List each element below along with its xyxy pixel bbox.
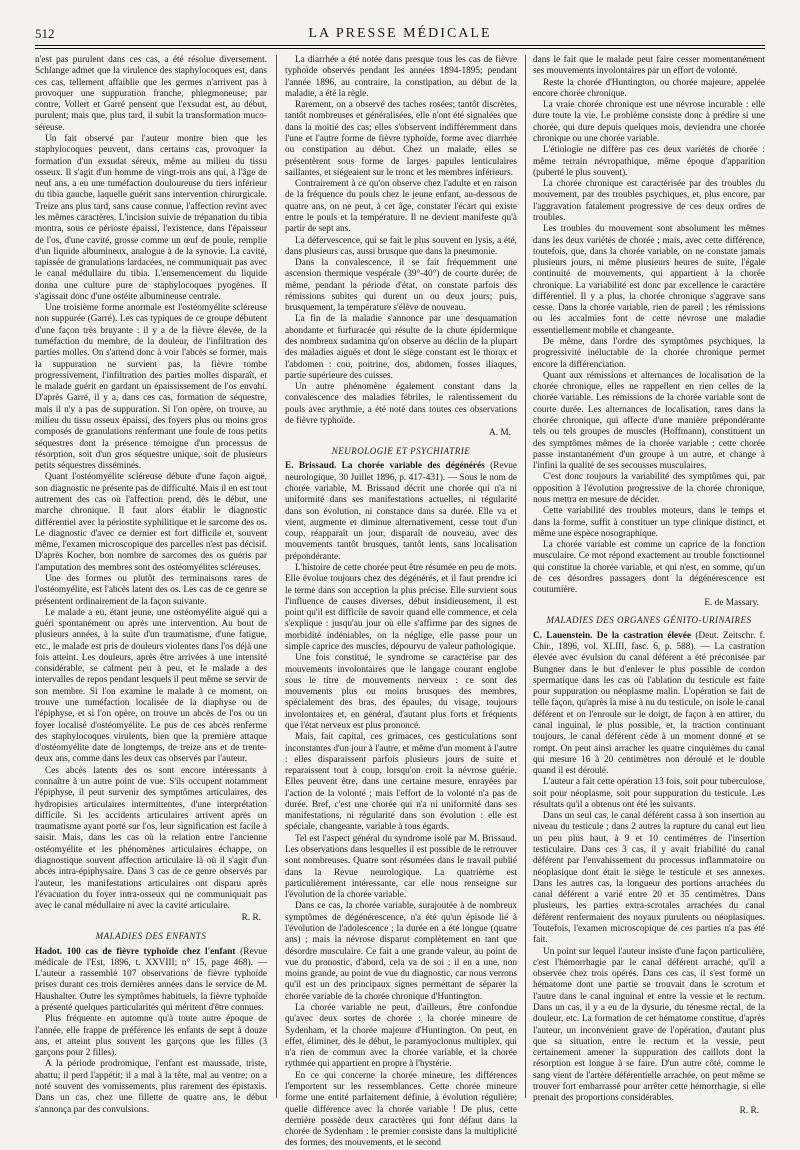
paragraph: La diarrhée a été notée dans presque tous les cas de fièvre typhoïde observés pendant les années 1894-1895; pendant l'année 1896, au contraire, la constipation, au début de la maladie, a été la règle.	[285, 55, 517, 99]
header-rule-thin	[35, 48, 765, 49]
paragraph: La chorée chronique est caractérisée par des troubles du mouvement, par des troubles psychiques, et, plus encore, par l'aggravation fatalement progressive de ces deux ordres de troubles.	[533, 179, 765, 223]
paragraph: Contrairement à ce qu'on observe chez l'adulte et en raison de la fréquence du pouls chez le jeune enfant, au-dessous de quatre ans, on ne peut, à cet âge, constater l'écart qui existe entre le pouls et la température. Il ne devient manifeste qu'à partir de sept ans.	[285, 179, 517, 235]
signature: R. R.	[241, 913, 261, 924]
article-intro	[533, 631, 765, 778]
section-heading: MALADIES DES ENFANTS	[95, 930, 207, 941]
journal-title: LA PRESSE MÉDICALE	[308, 26, 492, 41]
paragraph: Rarement, on a observé des taches rosées; tantôt discrètes, tantôt nombreuses et généralisées, elle n'ont été signalées que dans la moitié des cas; elles s'observent indifféremment dans l'une et l'autre forme de fièvre typhoïde, forme avec diarrhée ou constipation au début. Chez un malade, elles se présentèrent sous forme de larges papules lenticulaires saillantes, et siégeaient sur le tronc et les membres inférieurs.	[285, 100, 517, 178]
paragraph: C'est donc toujours la variabilité des symptômes qui, par opposition à l'évolution progressive de la chorée chronique, nous mettra en mesure de décider.	[533, 472, 765, 505]
paragraph: Le malade a eu, étant jeune, une ostéomyélite aiguë qui a guéri spontanément ou après une intervention. Au bout de plusieurs années, à la suite d'un traumatisme, d'une fatigue, etc., le malade est pris de douleurs violentes dans l'os déjà une fois atteint. Les douleurs, après être arrivées à une intensité considérable, se calment peu à peu, et le malade a des intervalles de repos pendant lesquels il peut même se servir de son membre. Si l'on examine le malade à ce moment, on trouve une tuméfaction localisée de la diaphyse ou de l'épiphyse, et si l'on opère, on trouve un abcès de l'os ou un foyer localisé d'ostéomyélite. Le pus de ces abcès renferme des staphylocoques virulents, bien que la première attaque d'ostéomyélite date de longtemps, de treize ans et de trente-deux ans, comme dans les deux cas observés par l'auteur.	[35, 607, 267, 765]
paragraph: De même, dans l'ordre des symptômes psychiques, la progressivité inéluctable de la chorée chronique permet encore la différenciation.	[533, 337, 765, 370]
paragraph: Une des formes ou plutôt des terminaisons rares de l'ostéomyélite, est l'abcès latent des os. Les cas de ce genre se présentent ordinairement de la façon suivante.	[35, 573, 267, 607]
article-citation: (Revue médicale de l'Est, 1896, t. XXVIII; n° 15, page 468). — L'auteur a rassemblé 107 observations de fièvre typhoïde prises durant ces trois dernières années dans le service de M. Haushalter. Outre les symptômes habituels, la fièvre typhoïde a présenté quelques particularités qui méritent d'être connues.	[35, 946, 267, 1013]
page-number: 512	[35, 26, 55, 41]
paragraph: dans le fait que le malade peut faire cesser momentanément ses mouvements involontaires par un effort de volonté.	[533, 55, 765, 77]
column-middle	[285, 55, 517, 1149]
paragraph: Dans ce cas, la chorée variable, surajoutée à de nombreux symptômes de dégénérescence, n'a été qu'un épisode lié à l'évolution de l'adolescence ; la durée en a été longue (quatre ans) ; mais la névrose disparut complètement en tant que désordre musculaire. Ce fait a une grande valeur, au point de vue du pronostic, d'abord, cela va de soi ; il en a une, non moins grande, au point de vue du diagnostic, car nous verrons qu'il est un des principaux signes permettant de séparer la chorée variable de la chorée chronique d'Huntington.	[285, 901, 517, 1002]
paragraph: Quant l'ostéomyélite scléreuse débute d'une façon aiguë, son diagnostic ne présente pas de difficulté. Mais il en est tout autrement des cas où l'affection prend, dès le début, une marche chronique. Il faut alors établir le diagnostic différentiel avec la périostite syphilitique et le sarcome des os. Le diagnostic d'avec ce dernier est fort difficile et, souvent même, l'examen microscopique des parcelles n'est pas décisif. D'après Kocher, bon nombre de sarcomes des os guéris par l'amputation des membres sont des ostéomyélites scléreuses.	[35, 472, 267, 573]
paragraph: Mais, fait capital, ces grimaces, ces gesticulations sont inconstantes d'un jour à l'autre, et même d'un moment à l'autre : elles disparaissent parfois plusieurs jours de suite et reparaissent tout à coup, lorsqu'on croit la névrose guérie. Elles peuvent être, dans une certaine mesure, enrayées par l'action de la volonté ; mais l'effort de la volonté n'a pas de durée. Bref, c'est une chorée qui n'a ni uniformité dans ses manifestations, ni régularité dans son évolution : elle est spéciale, changeante, variable à tous égards.	[285, 732, 517, 833]
paragraph: Les troubles du mouvement sont absolument les mêmes dans les deux variétés de chorée ; mais, avec cette différence, toutefois, que, dans la chorée variable, on ne constate jamais plusieurs jours, ni même plusieurs heures de suite, l'égale continuité de mouvements, qui appartient à la chorée chronique. La variabilité est donc par excellence le caractère différentiel. Il y a plus, la chorée chronique s'aggrave sans cesse. Dans la chorée variable, rien de pareil ; les rémissions ou les accalmies font de cette névrose une maladie essentiellement mobile et changeante.	[533, 224, 765, 336]
article-title: 100 cas de fièvre typhoïde chez l'enfant	[66, 946, 236, 957]
column-left	[35, 55, 267, 1115]
header-rule	[35, 45, 765, 46]
article-intro	[35, 947, 267, 1015]
paragraph: Dans un seul cas, le canal déférent cassa à son insertion au niveau du testicule ; dans 2 autres la rupture du canal eut lieu un peu plus haut, à 9 et 10 centimètres de l'insertion testiculaire. Dans ces 3 cas, il y avait friabilité du canal déférent par l'envahissement du processus inflammatoire ou néoplasique dont était le siège le testicule et ses annexes. Dans les autres cas, la longueur des portions arrachées du canal déférent a varié entre 20 et 35 centimètres. Dans plusieurs, les parties extra-scrotales arrachées du canal déférent renfermaient des noyaux purulents ou néoplasiques. Toutefois, l'examen microscopique de ces parties n'a pas été fait.	[533, 811, 765, 946]
paragraph: Un point sur lequel l'auteur insiste d'une façon particulière, c'est l'hémorrhagie par le canal déférent arraché, qu'il a observée chez trois opérés. Dans ces cas, il s'est formé un hématome dont une partie se trouvait dans le scrotum et l'autre dans le canal inguinal et entre la vessie et le rectum. Dans un cas, il y a eu de la dysurie, du ténesme rectal, de la douleur, etc. La formation de cet hématome constitue, d'après l'auteur, un inconvénient grave de l'opération, d'autant plus que sa situation, entre le rectum et la vessie, peut certainement amener la suppuration des caillots dont la résorption est longue à se faire. D'un autre côté, comme le sang vient de l'artère déférentielle arrachée, on peut même se trouver fort embarrassé pour arrêter cette hémorrhagie, si elle prenait des proportions considérables.	[533, 946, 765, 1104]
paragraph: Un autre phénomène également constant dans la convalescence des maladies fébriles, le ralentissement du pouls avec arythmie, a été noté dans toutes ces observations de fièvre typhoïde.	[285, 382, 517, 426]
article-citation: (Revue neurologique, 30 Juillet 1896, p. 417-431). — Sous le nom de chorée variable, M. Brissaud décrit une chorée qui n'a ni uniformité dans ses manifestations actuelles, ni régularité dans son évolution, ni constance dans sa durée. Elle va et vient, augmente et diminue alternativement, cesse tout d'un coup, réapparaît un jour, disparaît de nouveau, avec des mouvements tantôt brusques, tantôt lents, sans localisation prépondérante.	[285, 461, 517, 562]
paragraph: Une troisième forme anormale est l'ostéomyélite scléreuse non suppurée (Garré). Les cas typiques de ce groupe débutent d'une façon très bruyante : il y a de la fièvre élevée, de la tuméfaction du membre, de la douleur, de l'infiltration des parties molles. On s'attend donc à voir l'abcès se former, mais la suppuration ne survient pas, la fièvre tombe progressivement, l'infiltration des parties molles disparaît, et le malade guérit en gardant un épaississement de l'os envahi. D'après Garré, il y a, dans ces cas, formation de séquestre, mais il n'y a pas de suppuration. Si l'on opère, on trouve, au milieu du tissu osseux épaissi, des foyers plus ou moins gros composés de granulations renfermant une foule de tous petits séquestres dont la présence témoigne d'un processus de résorption, soit d'un gros séquestre unique, soit de plusieurs petits séquestres disséminés.	[35, 303, 267, 472]
paragraph: Ces abcès latents des os sont encore intéressants à connaître à un autre point de vue. S'ils occupent notamment l'épiphyse, il peut survenir des symptômes articulaires, des hydropisies articulaires intermittentes, d'une interprétation difficile. Si les accidents articulaires arrivent après un traumatisme ayant porté sur l'os, leur signification est facile à saisir. Mais, dans les cas où la relation entre l'ancienne ostéomyélite et les phénomènes articulaires échappe, on diagnostique souvent affection articulaire là où il s'agit d'un abcès intra-épiphysaire. Dans 3 cas de ce genre observés par l'auteur, les manifestations articulaires ont disparu après l'évacuation du foyer intra-osseux qui ne communiquait pas avec le canal médullaire ni avec la cavité articulaire.	[35, 765, 267, 912]
paragraph: L'histoire de cette chorée peut être résumée en peu de mots. Elle évolue toujours chez des dégénérés, et il faut prendre ici le terme dans son acception la plus précise. Elle survient sous l'influence de causes diverses, début insidieusement, il est point qu'il est difficile de savoir quand elle commence, et cela s'explique : jusqu'au jour où elle s'affirme par des signes de morbidité indéniables, on la néglige, elle passe pour un simple caprice des muscles, dépourvu de valeur pathologique.	[285, 563, 517, 652]
signature: R. R.	[739, 1105, 759, 1116]
paragraph: Quant aux rémissions et alternances de localisation de la chorée chronique, elles ne rappellent en rien celles de la chorée variable. Les rémissions de la chorée variable sont de courte durée. Les alternances de localisation, rares dans la chorée chronique, qui affecte d'une manière prépondérante tels ou tels groupes de muscles (Hoffmann), constituent un des symptômes mêmes de la chorée variable ; cette chorée passe instantanément d'un groupe à un autre, et change à l'infini la qualité de ses secousses musculaires.	[533, 370, 765, 472]
paragraph: Dans la convalescence, il se fait fréquemment une ascension thermique vespérale (39°-40°) de courte durée; de même, pendant la période d'état, on constate parfois des rémissions subites qui durent un ou deux jours; puis, brusquement, la température s'élève de nouveau.	[285, 258, 517, 314]
article-author: E. Brissaud.	[285, 461, 337, 472]
paragraph: L'étiologie ne diffère pas ces deux variétés de chorée : même terrain névropathique, même époque d'apparition (puberté le plus souvent).	[533, 145, 765, 178]
column-divider	[276, 55, 277, 1098]
article-author: C. Lauenstein.	[533, 630, 593, 641]
paragraph: A la période prodromique, l'enfant est maussade, triste, abattu; il perd l'appétit; il a mal à la tête, mal au ventre; on a noté souvent des vomissements, plus rarement des épistaxis. Dans un cas, chez une fillette de quatre ans, le début s'annonça par des convulsions.	[35, 1059, 267, 1115]
paragraph: Un fait observé par l'auteur montre bien que les staphylocoques peuvent, dans certains cas, provoquer la formation d'un exsudat séreux, même au milieu du tissu osseux. Il s'agit d'un homme de vingt-trois ans qui, à l'âge de neuf ans, a eu une tuméfaction douloureuse du tiers inférieur du tibia gauche, laquelle guérit sans intervention chirurgicale. Treize ans plus tard, sans cause connue, l'affection revint avec les mêmes caractères. L'incision suivie de trépanation du tibia montra, sous ce périoste épaissi, l'existence, dans l'épaisseur de l'os, d'une cavité, grosse comme un œuf de poule, remplie d'un liquide albumineux, analogue à de la synovie. La cavité, tapissée de granulations lardacées, ne communiquait pas avec le canal médullaire du tibia. L'ensemencement du liquide donna une culture pure de staphylocoques pyogènes. Il s'agissait donc d'une ostéite albumineuse centrale.	[35, 133, 267, 302]
article-author: Hadot.	[35, 946, 63, 957]
paragraph: Plus fréquente en automne qu'à toute autre époque de l'année, elle frappe de préférence les enfants de sept à douze ans, et atteint plus souvent les garçons que les filles (3 garçons pour 2 filles).	[35, 1014, 267, 1059]
article-title: De la castration élevée	[596, 630, 692, 641]
paragraph: La défervescence, qui se fait le plus souvent en lysis, a été, dans plusieurs cas, aussi brusque que dans la pneumonie.	[285, 235, 517, 257]
paragraph: La chorée variable ne peut, d'ailleurs, être confondue qu'avec deux sortes de chorée : la chorée mineure de Sydenham, et la chorée majeure d'Huntington. On peut, en effet, éliminer, dès le début, le paramyoclonus multiplex, qui n'a rien de commun avec la chorée variable, et la chorée rythmée qui appartient en propre à l'hystérie.	[285, 1002, 517, 1070]
column-right	[533, 55, 765, 1116]
paragraph: La fin de la maladie s'annonce par une desquamation abondante et furfuracée qui résulte de la chute épidermique des nombreux sudamina qu'on observe au déclin de la plupart des maladies aiguës et dont le siège constant est le thorax et l'abdomen : cou, poitrine, dos, abdomen, fosses iliaques, partie supérieure des cuisses.	[285, 314, 517, 381]
article-title: La chorée variable des dégénérés	[341, 461, 485, 472]
section-heading: NEUROLOGIE ET PSYCHIATRIE	[331, 445, 471, 456]
paragraph: Une fois constitué, le syndrome se caractérise par des mouvements involontaires que le langage courant englobe sous le titre de mouvements nerveux : ce sont des mouvements plus ou moins brusques des membres, spécialement des bras, des épaules, du visage, toujours involontaires et, en général, d'autant plus forts et fréquents que l'état nerveux est plus prononcé.	[285, 653, 517, 731]
section-heading: MALADIES DES ORGANES GÉNITO-URINAIRES	[546, 614, 752, 625]
column-divider	[525, 55, 526, 1098]
paragraph: En ce qui concerne la chorée mineure, les différences l'emportent sur les ressemblances. Cette chorée mineure forme une entité parfaitement définie, à évolution régulière; quelle différence avec la chorée variable ! De plus, cette dernière possède deux caractères qui font défaut dans la chorée de Sydenham : le premier consiste dans la multiplicité des formes, des mouvements, et le second	[285, 1070, 517, 1149]
signature: A. M.	[489, 428, 511, 439]
page-header	[35, 26, 765, 46]
paragraph: L'auteur a fait cette opération 13 fois, soit pour tuberculose, soit pour néoplasme, soit pour suppuration du testicule. Les résultats qu'il a obtenus ont été les suivants.	[533, 777, 765, 810]
paragraph: Reste la chorée d'Huntington, ou chorée majeure, appelée encore chorée chronique.	[533, 77, 765, 99]
paragraph: n'est pas purulent dans ces cas, a été résolue diversement. Schlange admet que la virulence des staphylocoques est, dans ces cas, tellement affaiblie que les germes n'arrivent pas à provoquer une suppuration franche, phlegmoneuse; par contre, Vollert et Garré pensent que l'exsudat est, au début, purulent; mais que, plus tard, il subit la transformation muco-séreuse.	[35, 55, 267, 133]
paragraph: Tel est l'aspect général du syndrome isolé par M. Brissaud. Les observations dans lesquelles il est possible de le retrouver sont nombreuses. Quatre sont résumées dans le travail publié dans la Revue neurologique. La quatrième est particulièrement intéressante, car elle nous renseigne sur l'évolution de la chorée variable.	[285, 833, 517, 901]
article-citation: (Deut. Zeitschr. f. Chir., 1896, vol. XLIII, fasc. 6, p. 588). — La castration élevée avec évulsion du canal déférent a été préconisée par Bungner dans le but d'enlever le plus possible de cordon spermatique dans les cas où l'ablation du testicule est faite pour suppuration ou néoplasme malin. L'opération se fait de telle façon, qu'après la mise à nu du testicule, on isole le canal déférent et on l'enroule sur le doigt, de façon à en attirer, du canal inguinal, le plus possible, et, la traction continuant toujours, le canal déférent cède à un moment donné et se rompt. On peut ainsi arracher les quatre cinquièmes du canal qui mesure 16 à 20 centimètres non déroulé et le double quand il est déroulé.	[533, 630, 765, 777]
signature: E. de Massary.	[704, 597, 759, 608]
article-intro	[285, 461, 517, 563]
paragraph: Cette variabilité des troubles moteurs, dans le temps et dans la forme, suffit à constituer un type clinique distinct, et même une espèce nosographique.	[533, 506, 765, 539]
paragraph: La chorée variable est comme un caprice de la fonction musculaire. Ce mot répond exactement au trouble fonctionnel qui constitue la chorée variable, et qui n'est, en somme, qu'un de ces désordres passagers dont la dégénérescence est coutumière.	[533, 540, 765, 596]
paragraph: La vraie chorée chronique est une névrose incurable : elle dure toute la vie. Le problème consiste donc à prédire si une chorée, qui dure depuis quelques mois, deviendra une chorée chronique ou une chorée variable.	[533, 100, 765, 144]
